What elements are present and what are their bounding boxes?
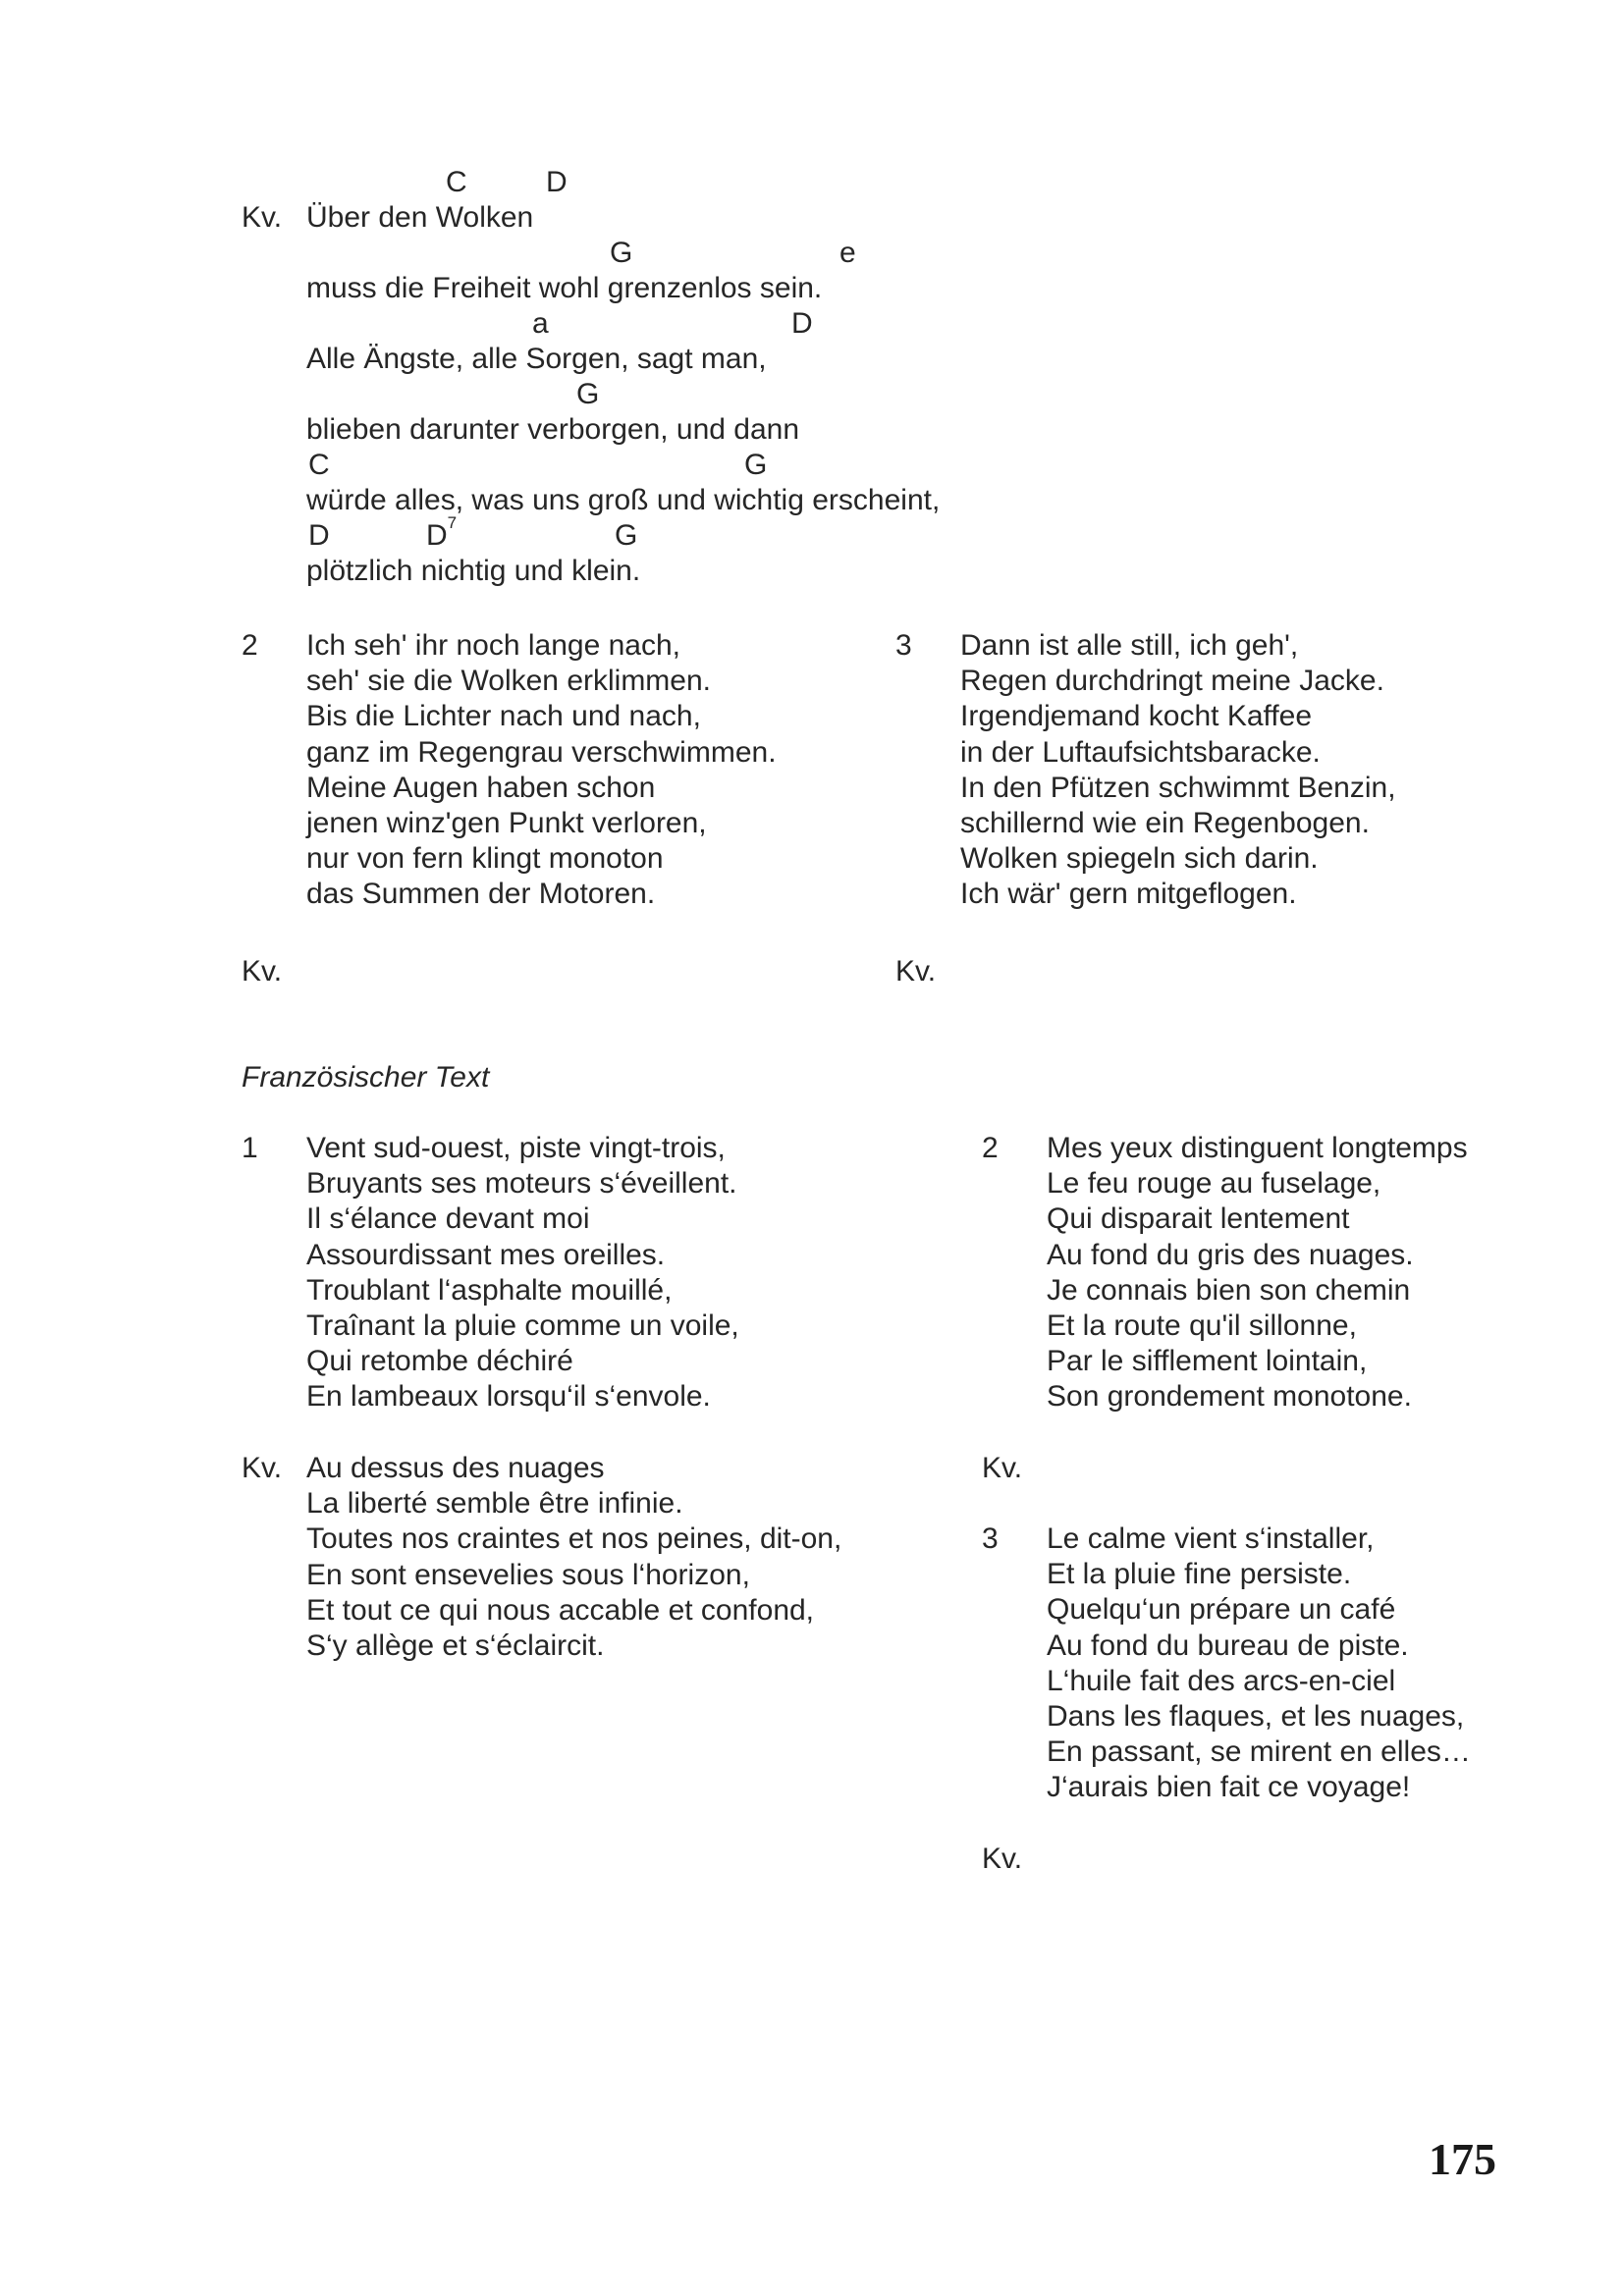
chord: e [839,237,856,269]
verse-line: in der Luftaufsichtsbaracke. [960,735,1321,769]
section-heading: Französischer Text [242,1061,490,1094]
verse-french-2 [982,1131,1591,1425]
verse-line: Regen durchdringt meine Jacke. [960,665,1384,698]
verse-line: La liberté semble être infinie. [306,1487,683,1521]
verse-line: Il s‘élance devant moi [306,1202,590,1236]
verse-number: 3 [895,629,912,662]
chord: G [744,449,768,481]
lyric-line: Alle Ängste, alle Sorgen, sagt man, [306,343,767,375]
lyric-line: muss die Freiheit wohl grenzenlos sein. [306,272,823,304]
verse-line: Au fond du gris des nuages. [1047,1238,1414,1271]
refrain-reference: Kv. [982,1842,1023,1875]
chord: a [532,307,549,340]
verse-line: Je connais bien son chemin [1047,1273,1411,1307]
refrain-reference: Kv. [982,1452,1023,1484]
verse-line: Irgendjemand kocht Kaffee [960,700,1313,733]
lyric-row [242,483,1027,518]
verse-line: nur von fern klingt monoton [306,842,664,876]
verse-line: Vent sud-ouest, piste vingt-trois, [306,1132,726,1164]
verse-line: Au fond du bureau de piste. [1047,1629,1409,1662]
verse-line: Ich seh' ihr noch lange nach, [306,629,680,662]
chord: G [576,378,600,410]
verse-line: Son grondement monotone. [1047,1380,1412,1414]
chord-row [242,377,1027,412]
verse-number: 1 [242,1132,258,1164]
verse-german-3 [895,628,1485,923]
lyric-row [242,342,1027,377]
chord: D [791,307,813,340]
verse-line: seh' sie die Wolken erklimmen. [306,665,712,698]
verse-line: das Summen der Motoren. [306,878,656,911]
refrain-french [242,1451,948,1677]
verse-line: Dans les flaques, et les nuages, [1047,1700,1465,1734]
refrain-marker: Kv. [242,1452,283,1484]
chord: G [610,237,633,269]
chord: D [308,519,330,552]
chord-row [242,513,1027,554]
verse-number: 2 [982,1132,999,1164]
verse-line: Bis die Lichter nach und nach, [306,700,701,733]
chord-row [242,306,1027,342]
lyric-row [242,412,1027,448]
chord-row [242,165,1027,200]
verse-line: Assourdissant mes oreilles. [306,1238,666,1271]
verse-line: J‘aurais bien fait ce voyage! [1047,1771,1411,1804]
lyric-line: würde alles, was uns groß und wichtig erscheint, [306,484,941,516]
verse-line: En passant, se mirent en elles… [1047,1735,1471,1769]
verse-line: En lambeaux lorsqu‘il s‘envole. [306,1380,711,1414]
refrain-german [242,165,1027,589]
verse-line: Qui disparait lentement [1047,1202,1350,1236]
verse-line: Traînant la pluie comme un voile, [306,1309,739,1343]
verse-line: In den Pfützen schwimmt Benzin, [960,771,1396,804]
verse-line: Quelqu‘un prépare un café [1047,1593,1396,1627]
chord: D [546,166,568,198]
verse-line: Dann ist alle still, ich geh', [960,629,1299,662]
verse-line: Et tout ce qui nous accable et confond, [306,1593,815,1627]
verse-line: Le feu rouge au fuselage, [1047,1167,1381,1201]
verse-line: ganz im Regengrau verschwimmen. [306,735,777,769]
verse-line: Toutes nos craintes et nos peines, dit-on, [306,1522,842,1556]
chord-row [242,236,1027,271]
verse-line: Mes yeux distinguent longtemps [1047,1132,1468,1164]
verse-line: schillernd wie ein Regenbogen. [960,807,1370,840]
verse-line: Au dessus des nuages [306,1452,605,1484]
chord: $D^7$ [426,513,458,552]
chord: C [308,449,330,481]
page-number: 175 [1429,2134,1496,2184]
chord-row [242,448,1027,483]
verse-line: jenen winz'gen Punkt verloren, [306,807,707,840]
lyric-row [242,271,1027,306]
verse-line: Et la route qu'il sillonne, [1047,1309,1357,1343]
refrain-marker: Kv. [242,201,283,234]
verse-german-2 [242,628,831,923]
verse-line: Le calme vient s‘installer, [1047,1522,1375,1555]
verse-line: S‘y allège et s‘éclaircit. [306,1629,605,1663]
verse-line: Ich wär' gern mitgeflogen. [960,878,1297,911]
verse-line: Bruyants ses moteurs s‘éveillent. [306,1167,737,1201]
lyric-row [242,200,1027,236]
verse-line: Meine Augen haben schon [306,771,656,804]
lyric-row [242,554,1027,589]
verse-french-1 [242,1131,831,1425]
refrain-reference: Kv. [895,955,937,988]
chord-superscript: 7 [447,513,458,532]
lyric-line: Über den Wolken [306,201,534,234]
verse-line: L‘huile fait des arcs-en-ciel [1047,1664,1396,1697]
refrain-reference: Kv. [242,955,283,988]
chord: G [615,519,638,552]
verse-line: Wolken spiegeln sich darin. [960,842,1319,876]
verse-line: Et la pluie fine persiste. [1047,1558,1352,1591]
lyric-line: plötzlich nichtig und klein. [306,555,641,587]
verse-line: En sont ensevelies sous l‘horizon, [306,1558,750,1591]
verse-number: 3 [982,1522,999,1555]
lyric-line: blieben darunter verborgen, und dann [306,413,800,446]
verse-line: Qui retombe déchiré [306,1345,573,1378]
verse-line: Troublant l‘asphalte mouillé, [306,1273,673,1307]
verse-number: 2 [242,629,258,662]
verse-french-3 [982,1522,1591,1816]
chord: C [446,166,467,198]
verse-line: Par le sifflement lointain, [1047,1345,1368,1378]
